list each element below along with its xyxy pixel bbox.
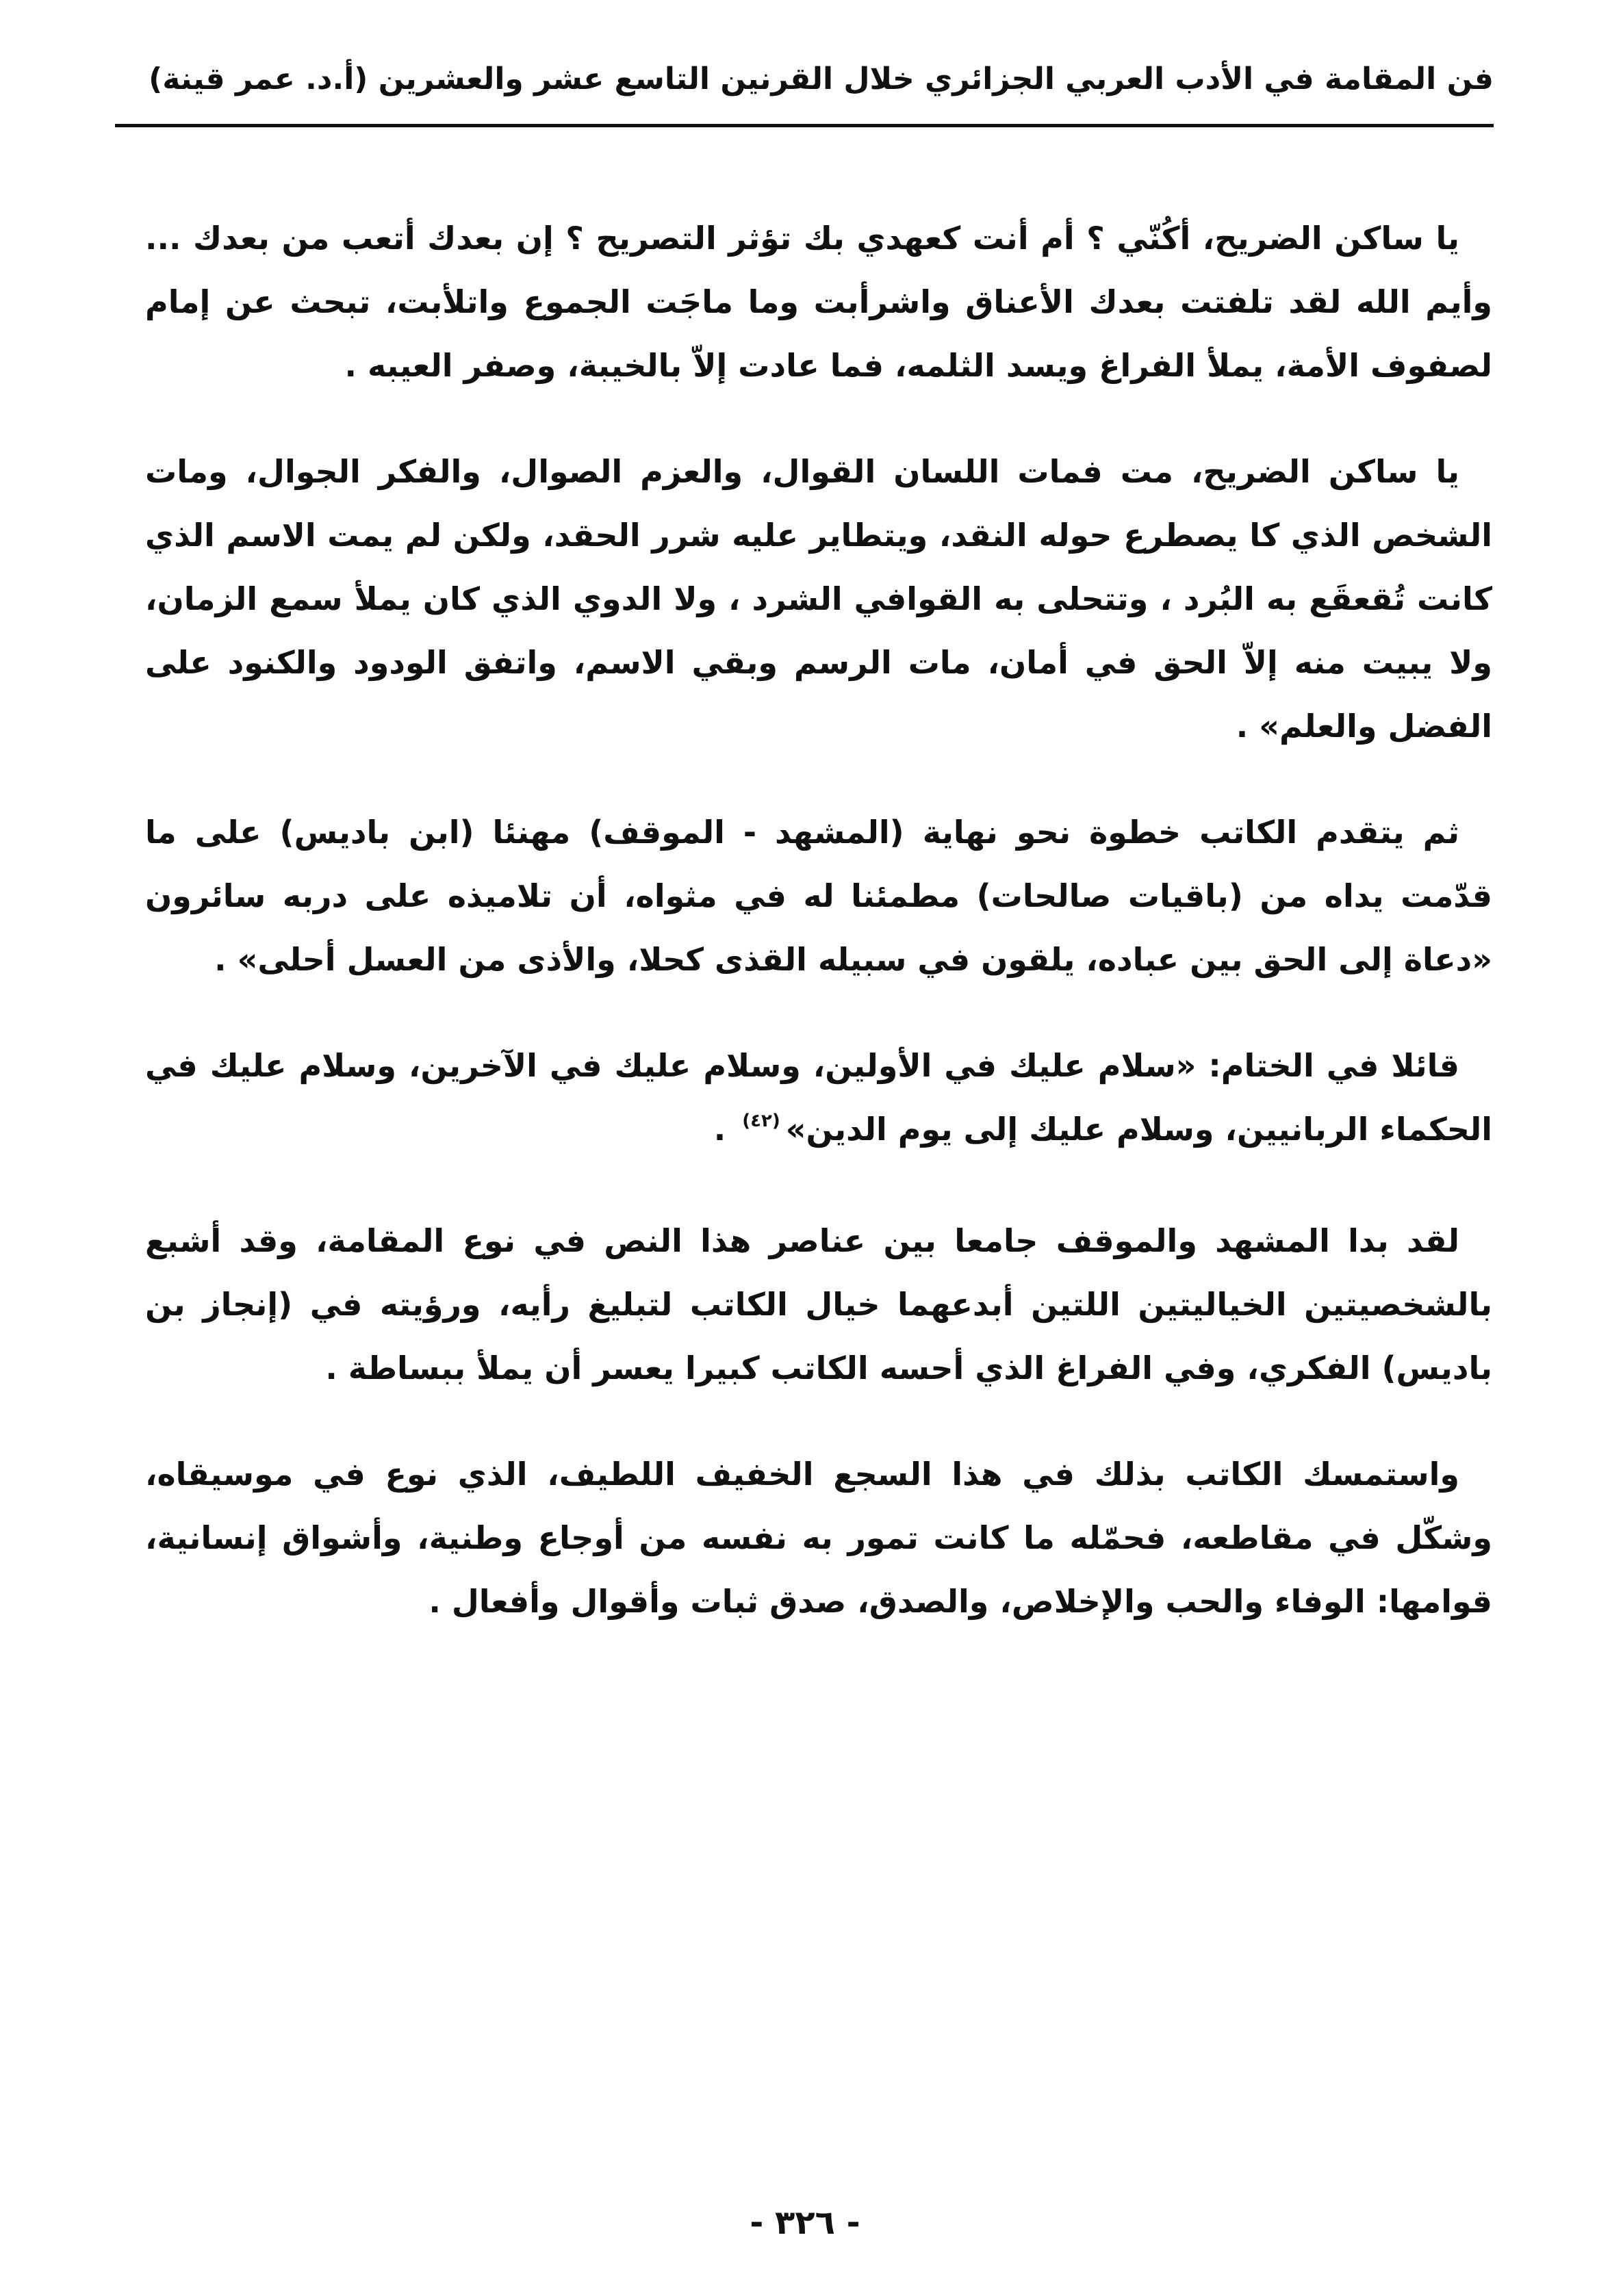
paragraph	[145, 801, 1492, 992]
paragraph-text: يا ساكن الضريح، أكُنّي ؟ أم أنت كعهدي بك تؤثر التصريح ؟ إن بعدك أتعب من بعدك ... وأيم الله لقد تلفتت بعدك الأعناق واشرأبت وما ماجَت الجموع واتلأبت، تبحث عن إمام لصفوف الأمة، يملأ الفراغ ويسد الثلمه، فما عادت إلاّ بالخيبة، وصفر العيبه .	[145, 220, 1492, 384]
page-number: - ٣٢٦ -	[750, 2204, 860, 2242]
paragraph-text: لقد بدا المشهد والموقف جامعا بين عناصر هذا النص في نوع المقامة، وقد أشبع بالشخصيتين الخياليتين اللتين أبدعهما خيال الكاتب لتبليغ رأيه، ورؤيته في (إنجاز بن باديس) الفكري، وفي الفراغ الذي أحسه الكاتب كبيرا يعسر أن يملأ ببساطة .	[145, 1222, 1492, 1386]
running-header: فن المقامة في الأدب العربي الجزائري خلال القرنين التاسع عشر والعشرين (أ.د. عمر قينة)	[149, 62, 1494, 96]
paragraph	[145, 1209, 1492, 1400]
paragraph-text: يا ساكن الضريح، مت فمات اللسان القوال، والعزم الصوال، والفكر الجوال، ومات الشخص الذي كا يصطرع حوله النقد، ويتطاير عليه شرر الحقد، ولكن لم يمت الاسم الذي كانت تُقعقَع به البُرد ، وتتحلى به القوافي الشرد ، ولا الدوي الذي كان يملأ سمع الزمان، ولا يبيت منه إلاّ الحق في أمان، مات الرسم وبقي الاسم، واتفق الودود والكنود على الفضل والعلم» .	[145, 453, 1492, 745]
paragraph	[145, 207, 1492, 398]
paragraph-text: ثم يتقدم الكاتب خطوة نحو نهاية (المشهد - الموقف) مهنئا (ابن باديس) على ما قدّمت يداه من (باقيات صالحات) مطمئنا له في مثواه، أن تلاميذه على دربه سائرون «دعاة إلى الحق بين عباده، يلقون في سبيله القذى كحلا، والأذى من العسل أحلى» .	[145, 814, 1492, 978]
paragraph-text: قائلا في الختام: «سلام عليك في الأولين، وسلام عليك في الآخرين، وسلام عليك في الحكماء الربانيين، وسلام عليك إلى يوم الدين»	[145, 1047, 1492, 1148]
paragraph	[145, 440, 1492, 758]
header-divider	[115, 124, 1494, 127]
paragraph-tail: .	[713, 1111, 737, 1148]
footnote-reference: (٤٢)	[742, 1111, 780, 1131]
paragraph	[145, 1443, 1492, 1634]
paragraph	[145, 1034, 1492, 1167]
body-text	[145, 207, 1492, 1676]
paragraph-text: واستمسك الكاتب بذلك في هذا السجع الخفيف اللطيف، الذي نوع في موسيقاه، وشكّل في مقاطعه، فحمّله ما كانت تمور به نفسه من أوجاع وطنية، وأشواق إنسانية، قوامها: الوفاء والحب والإخلاص، والصدق، صدق ثبات وأقوال وأفعال .	[145, 1456, 1492, 1620]
